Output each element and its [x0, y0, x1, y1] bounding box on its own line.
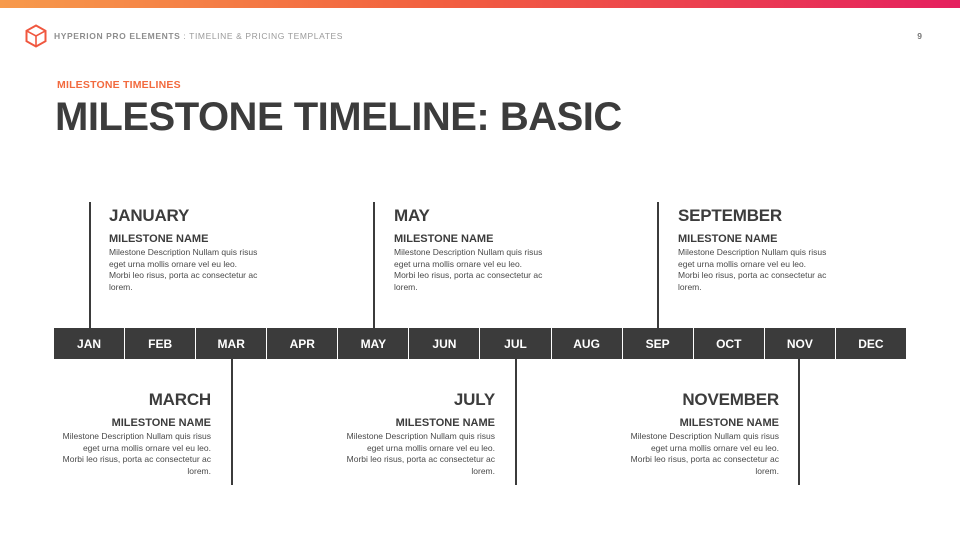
milestone-name: MILESTONE NAME	[679, 417, 779, 429]
slide-title: MILESTONE TIMELINE: BASIC	[55, 95, 622, 139]
brand-header	[54, 31, 343, 41]
month-cell: JUL	[479, 328, 550, 359]
milestone-month: SEPTEMBER	[678, 206, 782, 225]
section-eyebrow: MILESTONE TIMELINES	[57, 79, 181, 91]
milestone-name: MILESTONE NAME	[111, 417, 211, 429]
month-cell: JUN	[408, 328, 479, 359]
milestone-description: Milestone Description Nullam quis risus eget urna mollis ornare vel eu leo. Morbi leo risus, porta ac consectetur ac lorem.	[346, 431, 495, 476]
month-cell: SEP	[622, 328, 693, 359]
connector-line-july	[515, 359, 517, 485]
milestone-month: JANUARY	[109, 206, 190, 225]
connector-line-january	[89, 202, 91, 328]
connector-line-september	[657, 202, 659, 328]
milestone-name: MILESTONE NAME	[109, 233, 209, 245]
milestone-card	[678, 206, 828, 293]
milestone-description: Milestone Description Nullam quis risus eget urna mollis ornare vel eu leo. Morbi leo risus, porta ac consectetur ac lorem.	[630, 431, 779, 476]
accent-top-bar	[0, 0, 960, 8]
brand-subtitle: : TIMELINE & PRICING TEMPLATES	[180, 31, 344, 41]
milestone-card	[61, 390, 211, 477]
milestone-month: MAY	[394, 206, 430, 225]
month-bar	[54, 328, 906, 359]
brand-name: HYPERION PRO ELEMENTS	[54, 31, 181, 41]
milestone-card	[394, 206, 544, 293]
milestone-month: NOVEMBER	[682, 390, 779, 409]
month-cell: MAY	[337, 328, 408, 359]
milestone-description: Milestone Description Nullam quis risus eget urna mollis ornare vel eu leo. Morbi leo risus, porta ac consectetur ac lorem.	[678, 247, 827, 292]
milestone-description: Milestone Description Nullam quis risus eget urna mollis ornare vel eu leo. Morbi leo risus, porta ac consectetur ac lorem.	[394, 247, 543, 292]
month-cell: DEC	[835, 328, 906, 359]
milestone-card	[629, 390, 779, 477]
connector-line-march	[231, 359, 233, 485]
milestone-card	[109, 206, 259, 293]
milestone-card	[345, 390, 495, 477]
month-cell: JAN	[77, 336, 102, 351]
hexagon-cube-icon	[25, 24, 47, 48]
month-cell: NOV	[764, 328, 835, 359]
month-cell: AUG	[551, 328, 622, 359]
month-cell: FEB	[124, 328, 195, 359]
milestone-name: MILESTONE NAME	[394, 233, 494, 245]
milestone-name: MILESTONE NAME	[395, 417, 495, 429]
month-cell: OCT	[693, 328, 764, 359]
connector-line-november	[798, 359, 800, 485]
connector-line-may	[373, 202, 375, 328]
milestone-month: JULY	[453, 390, 495, 409]
page-number: 9	[917, 31, 922, 41]
milestone-name: MILESTONE NAME	[678, 233, 778, 245]
milestone-description: Milestone Description Nullam quis risus eget urna mollis ornare vel eu leo. Morbi leo risus, porta ac consectetur ac lorem.	[109, 247, 258, 292]
milestone-month: MARCH	[148, 390, 211, 409]
month-cell: MAR	[195, 328, 266, 359]
month-cell: APR	[266, 328, 337, 359]
milestone-description: Milestone Description Nullam quis risus eget urna mollis ornare vel eu leo. Morbi leo risus, porta ac consectetur ac lorem.	[62, 431, 211, 476]
